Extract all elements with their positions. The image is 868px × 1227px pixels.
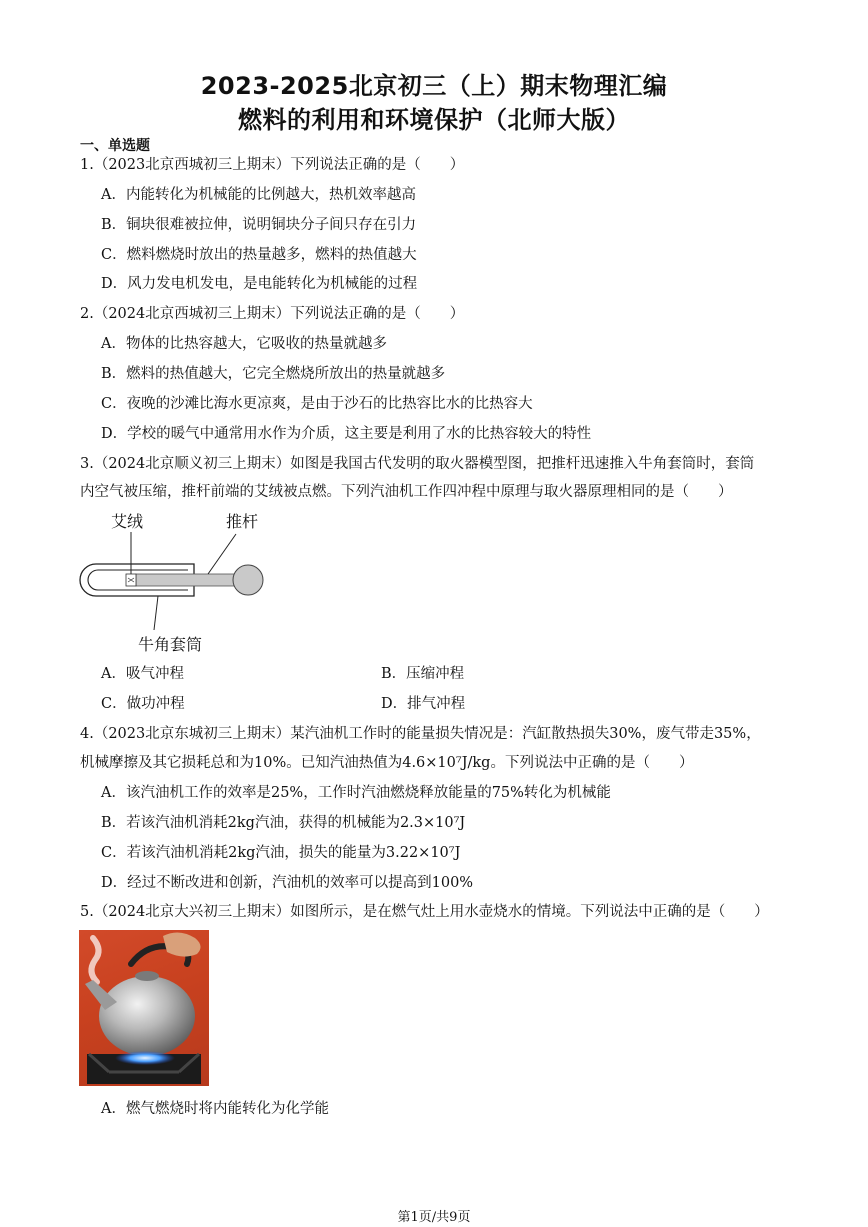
doc-title-line2: 燃料的利用和环境保护（北师大版） [238,106,630,134]
q3-option-c: C．做功冲程 [101,696,185,712]
page-footer: 第1页/共9页 [397,1210,471,1225]
q1-option-c: C．燃料燃烧时放出的热量越多，燃料的热值越大 [101,247,417,263]
q4-option-c: C．若该汽油机消耗2kg汽油，损失的能量为3.22×10⁷J [101,845,461,861]
q5-stem: 5.（2024北京大兴初三上期末）如图所示，是在燃气灶上用水壶烧水的情境。下列说法中正确的是（ ） [80,904,769,920]
q2-option-a: A．物体的比热容越大，它吸收的热量就越多 [101,336,387,352]
leader-push-rod [208,534,236,574]
q4-option-d: D．经过不断改进和创新，汽油机的效率可以提高到100% [101,875,474,891]
q4-option-a: A．该汽油机工作的效率是25%，工作时汽油燃烧释放能量的75%转化为机械能 [101,785,611,801]
q3-stem-line1: 3.（2024北京顺义初三上期末）如图是我国古代发明的取火器模型图，把推杆迅速推入牛角套筒时，套筒 [80,456,755,472]
q2-option-b: B．燃料的热值越大，它完全燃烧所放出的热量就越多 [101,366,446,382]
q2-option-d: D．学校的暖气中通常用水作为介质，这主要是利用了水的比热容较大的特性 [101,426,592,442]
q1-stem: 1.（2023北京西城初三上期末）下列说法正确的是（ ） [80,157,465,173]
q2-stem: 2.（2024北京西城初三上期末）下列说法正确的是（ ） [80,306,465,322]
push-rod [136,574,246,586]
q1-option-d: D．风力发电机发电，是电能转化为机械能的过程 [101,276,418,292]
section-heading: 一、单选题 [80,138,150,154]
q4-stem-line1: 4.（2023北京东城初三上期末）某汽油机工作时的能量损失情况是：汽缸散热损失30%，废气带走35%， [80,726,761,742]
q4-stem-line2: 机械摩擦及其它损耗总和为10%。已知汽油热值为4.6×10⁷J/kg。下列说法中正确的是（ ） [80,755,694,771]
doc-title-line1: 2023-2025北京初三（上）期末物理汇编 [200,72,668,100]
leader-horn-tube [154,596,158,630]
q1-option-b: B．铜块很难被拉伸，说明铜块分子间只存在引力 [101,217,417,233]
q5-option-a: A．燃气燃烧时将内能转化为化学能 [101,1101,329,1117]
q3-option-d: D．排气冲程 [381,696,466,712]
kettle-body [99,976,195,1056]
kettle-illustration [79,930,209,1086]
label-ai-rong: 艾绒 [111,512,144,531]
q3-stem-line2: 内空气被压缩，推杆前端的艾绒被点燃。下列汽油机工作四冲程中原理与取火器原理相同的是（ ） [80,484,733,500]
q4-option-b: B．若该汽油机消耗2kg汽油，获得的机械能为2.3×10⁷J [101,815,466,831]
label-horn-tube: 牛角套筒 [138,635,203,654]
label-push-rod: 推杆 [226,512,259,531]
kettle-on-stove-photo [79,930,209,1086]
gas-flame [115,1051,175,1065]
fire-starter-diagram [76,508,276,658]
q3-option-b: B．压缩冲程 [381,666,465,682]
q3-option-a: A．吸气冲程 [101,666,184,682]
q1-option-a: A．内能转化为机械能的比例越大，热机效率越高 [101,187,416,203]
q2-option-c: C．夜晚的沙滩比海水更凉爽，是由于沙石的比热容比水的比热容大 [101,396,533,412]
push-rod-knob [233,565,263,595]
